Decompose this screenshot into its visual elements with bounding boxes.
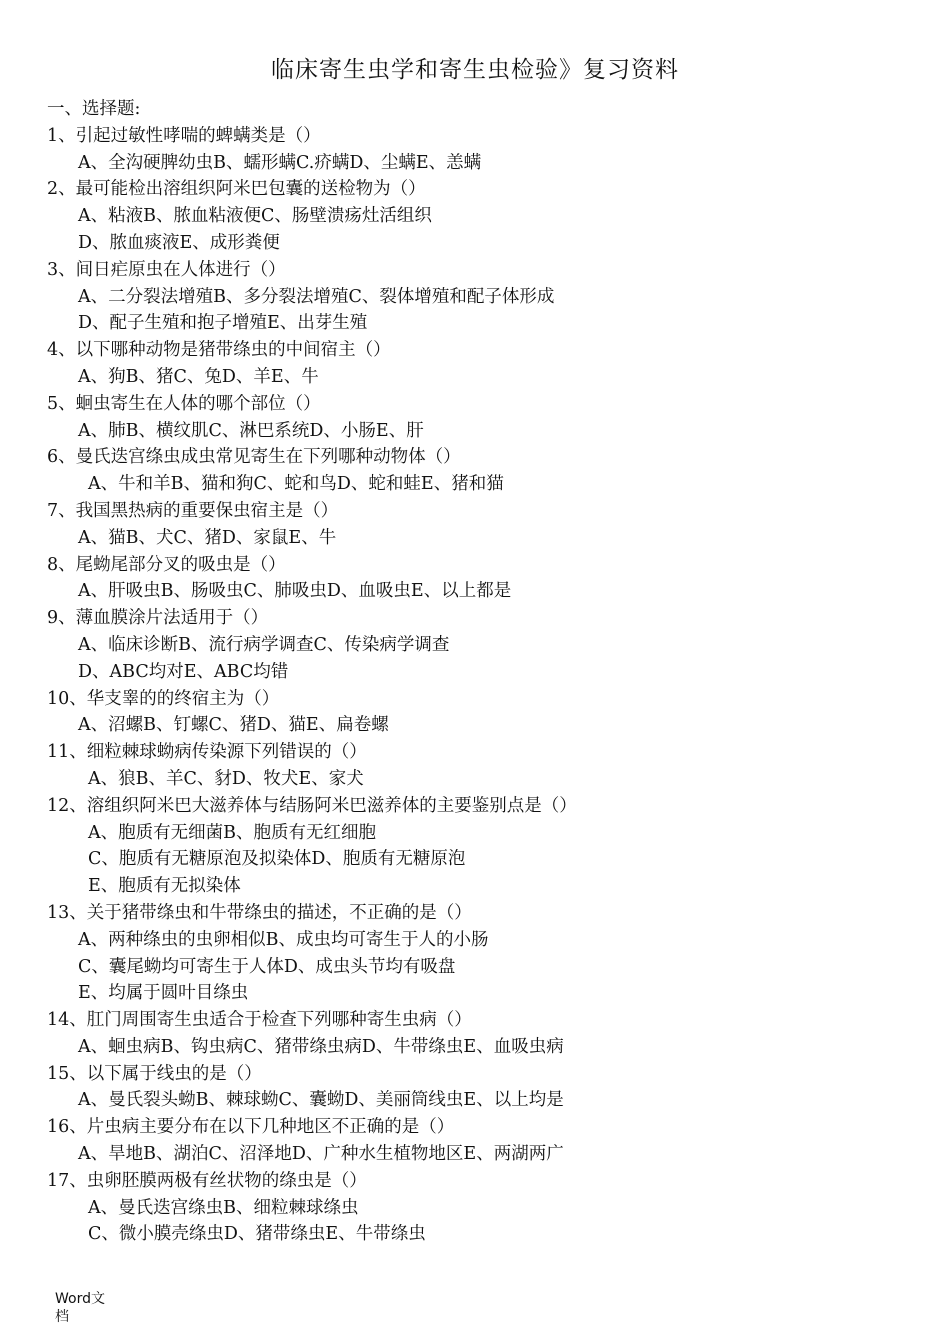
question-text: 9、薄血膜涂片法适用于（） [47, 608, 269, 629]
footer-label: Word文档 [55, 1291, 105, 1325]
question-text: 5、蛔虫寄生在人体的哪个部位（） [47, 393, 321, 414]
question-text: 2、最可能检出溶组织阿米巴包囊的送检物为（） [47, 179, 426, 200]
answer-options: A、粘液B、脓血粘液便C、肠壁溃疡灶活组织 [78, 206, 432, 227]
question-text: 7、我国黑热病的重要保虫宿主是（） [47, 500, 339, 521]
question-text: 6、曼氏迭宫绦虫成虫常见寄生在下列哪种动物体（） [47, 447, 461, 468]
question-text: 15、以下属于线虫的是（） [47, 1063, 262, 1084]
answer-options: A、牛和羊B、猫和狗C、蛇和鸟D、蛇和蛙E、猪和猫 [88, 474, 504, 495]
answer-options: D、脓血痰液E、成形粪便 [78, 232, 280, 253]
answer-options: C、胞质有无糖原泡及拟染体D、胞质有无糖原泡 [88, 849, 466, 870]
answer-options: A、猫B、犬C、猪D、家鼠E、牛 [78, 527, 337, 548]
answer-options: D、ABC均对E、ABC均错 [78, 661, 289, 682]
answer-options: C、微小膜壳绦虫D、猪带绦虫E、牛带绦虫 [88, 1224, 426, 1245]
question-list [47, 96, 927, 1248]
answer-options: E、均属于圆叶目绦虫 [78, 983, 249, 1004]
answer-options: A、两种绦虫的虫卵相似B、成虫均可寄生于人的小肠 [78, 929, 489, 950]
document-title: 临床寄生虫学和寄生虫检验》复习资料 [271, 57, 679, 83]
question-text: 11、细粒棘球蚴病传染源下列错误的（） [47, 742, 367, 763]
question-text: 17、虫卵胚膜两极有丝状物的绦虫是（） [47, 1170, 367, 1191]
answer-options: A、二分裂法增殖B、多分裂法增殖C、裂体增殖和配子体形成 [78, 286, 555, 307]
question-text: 8、尾蚴尾部分叉的吸虫是（） [47, 554, 286, 575]
answer-options: A、旱地B、湖泊C、沼泽地D、广种水生植物地区E、两湖两广 [78, 1144, 564, 1165]
answer-options: A、蛔虫病B、钩虫病C、猪带绦虫病D、牛带绦虫E、血吸虫病 [78, 1036, 564, 1057]
answer-options: A、沼螺B、钉螺C、猪D、猫E、扁卷螺 [78, 715, 389, 736]
answer-options: A、全沟硬脾幼虫B、蠕形螨C.疥螨D、尘螨E、恙螨 [78, 152, 482, 173]
answer-options: A、狼B、羊C、豺D、牧犬E、家犬 [88, 768, 364, 789]
question-text: 14、肛门周围寄生虫适合于检查下列哪种寄生虫病（） [47, 1010, 472, 1031]
question-text: 13、关于猪带绦虫和牛带绦虫的描述，不正确的是（） [47, 902, 472, 923]
answer-options: A、临床诊断B、流行病学调查C、传染病学调查 [78, 634, 450, 655]
question-text: 12、溶组织阿米巴大滋养体与结肠阿米巴滋养体的主要鉴别点是（） [47, 795, 577, 816]
question-text: 10、华支睾的的终宿主为（） [47, 688, 280, 709]
question-text: 16、片虫病主要分布在以下几种地区不正确的是（） [47, 1117, 455, 1138]
question-text: 1、引起过敏性哮喘的蜱螨类是（） [47, 125, 321, 146]
question-text: 4、以下哪种动物是猪带绦虫的中间宿主（） [47, 340, 391, 361]
answer-options: D、配子生殖和抱子增殖E、出芽生殖 [78, 313, 368, 334]
answer-options: C、囊尾蚴均可寄生于人体D、成虫头节均有吸盘 [78, 956, 456, 977]
question-text: 3、间日疟原虫在人体进行（） [47, 259, 286, 280]
answer-options: A、狗B、猪C、兔D、羊E、牛 [78, 366, 319, 387]
section-heading: 一、选择题: [47, 99, 141, 119]
answer-options: A、曼氏迭宫绦虫B、细粒棘球绦虫 [88, 1197, 359, 1218]
answer-options: A、肺B、横纹肌C、淋巴系统D、小肠E、肝 [78, 420, 424, 441]
answer-options: E、胞质有无拟染体 [88, 876, 241, 897]
answer-options: A、曼氏裂头蚴B、棘球蚴C、囊蚴D、美丽筒线虫E、以上均是 [78, 1090, 564, 1111]
question-lines [47, 123, 927, 1248]
answer-options: A、肝吸虫B、肠吸虫C、肺吸虫D、血吸虫E、以上都是 [78, 581, 512, 602]
answer-options: A、胞质有无细菌B、胞质有无红细胞 [88, 822, 376, 843]
